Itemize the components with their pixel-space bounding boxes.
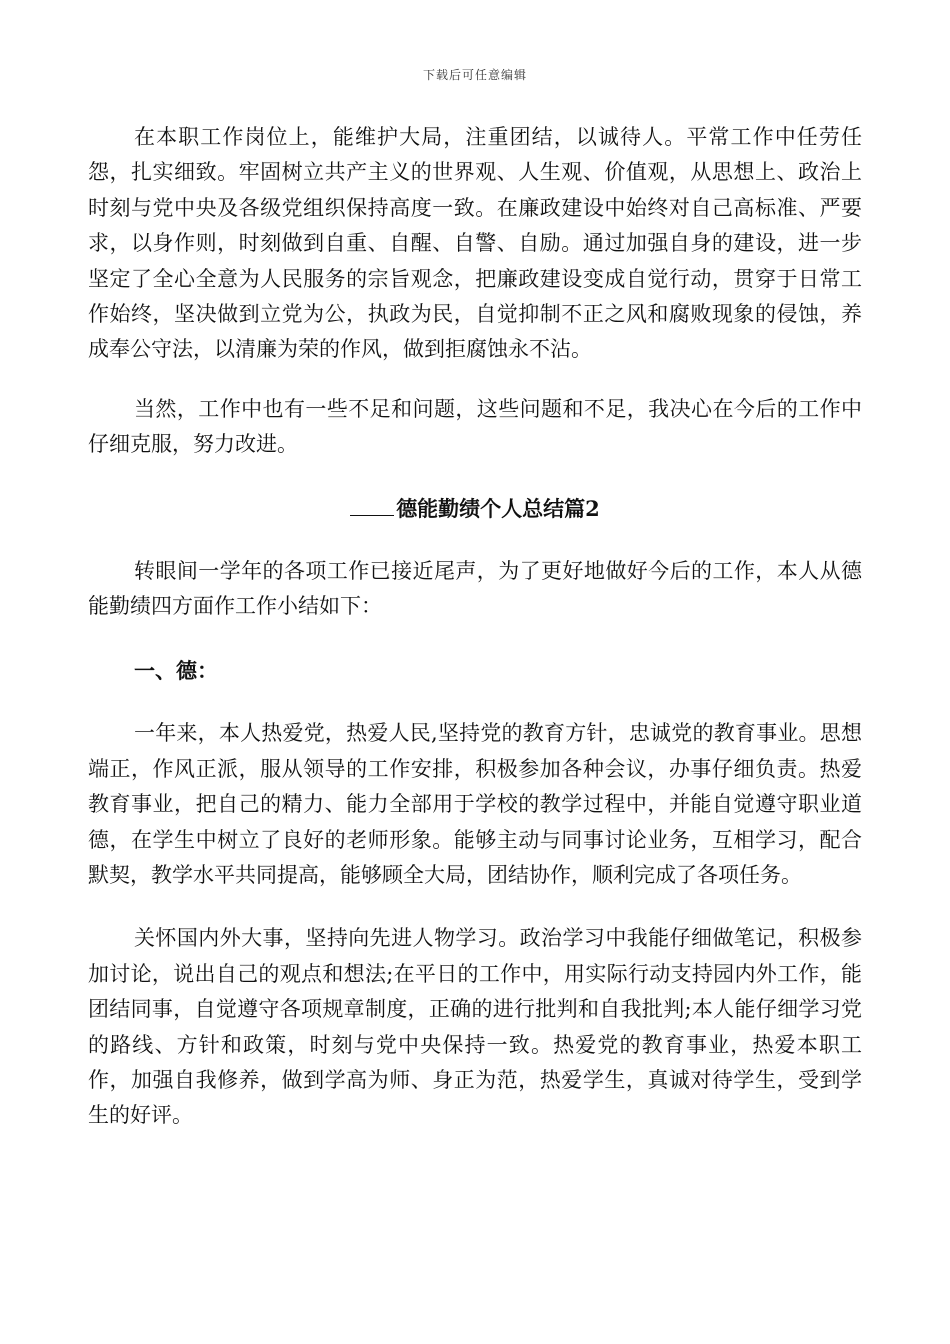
section-title [88, 491, 862, 526]
paragraph-integrity: 在本职工作岗位上，能维护大局，注重团结，以诚待人。平常工作中任劳任怨，扎实细致。牢固树立共产主义的世界观、人生观、价值观，从思想上、政治上时刻与党中央及各级党组织保持高度一致。在廉政建设中始终对自己高标准、严要求，以身作则，时刻做到自重、自醒、自警、自励。通过加强自身的建设，进一步坚定了全心全意为人民服务的宗旨观念，把廉政建设变成自觉行动，贯穿于日常工作始终，坚决做到立党为公，执政为民，自觉抑制不正之风和腐败现象的侵蚀，养成奉公守法，以清廉为荣的作风，做到拒腐蚀永不沾。 [88, 125, 862, 362]
page-header-note: 下载后可任意编辑 [422, 68, 527, 82]
section-title-text: 德能勤绩个人总结篇2 [396, 495, 600, 521]
section-heading-de: 一、德： [134, 657, 218, 683]
paragraph-de-2: 关怀国内外大事，坚持向先进人物学习。政治学习中我能仔细做笔记，积极参加讨论，说出自己的观点和想法;在平日的工作中，用实际行动支持园内外工作，能团结同事，自觉遵守各项规章制度，正确的进行批判和自我批判;本人能仔细学习党的路线、方针和政策，时刻与党中央保持一致。热爱党的教育事业，热爱本职工作，加强自我修养，做到学高为师、身正为范，热爱学生，真诚对待学生，受到学生的好评。 [88, 926, 862, 1128]
paragraph-shortcomings: 当然，工作中也有一些不足和问题，这些问题和不足，我决心在今后的工作中仔细克服，努力改进。 [88, 396, 862, 457]
document-body [88, 120, 862, 1134]
paragraph-intro: 转眼间一学年的各项工作已接近尾声，为了更好地做好今后的工作，本人从德能勤绩四方面作工作小结如下： [88, 559, 862, 619]
paragraph-de-1: 一年来，本人热爱党，热爱人民,坚持党的教育方针，忠诚党的教育事业。思想端正，作风正派，服从领导的工作安排，积极参加各种会议，办事仔细负责。热爱教育事业，把自己的精力、能力全部用于学校的教学过程中，并能自觉遵守职业道德，在学生中树立了良好的老师形象。能够主动与同事讨论业务，互相学习，配合默契，教学水平共同提高，能够顾全大局，团结协作，顺利完成了各项任务。 [88, 721, 862, 887]
title-blank-line [350, 497, 394, 516]
